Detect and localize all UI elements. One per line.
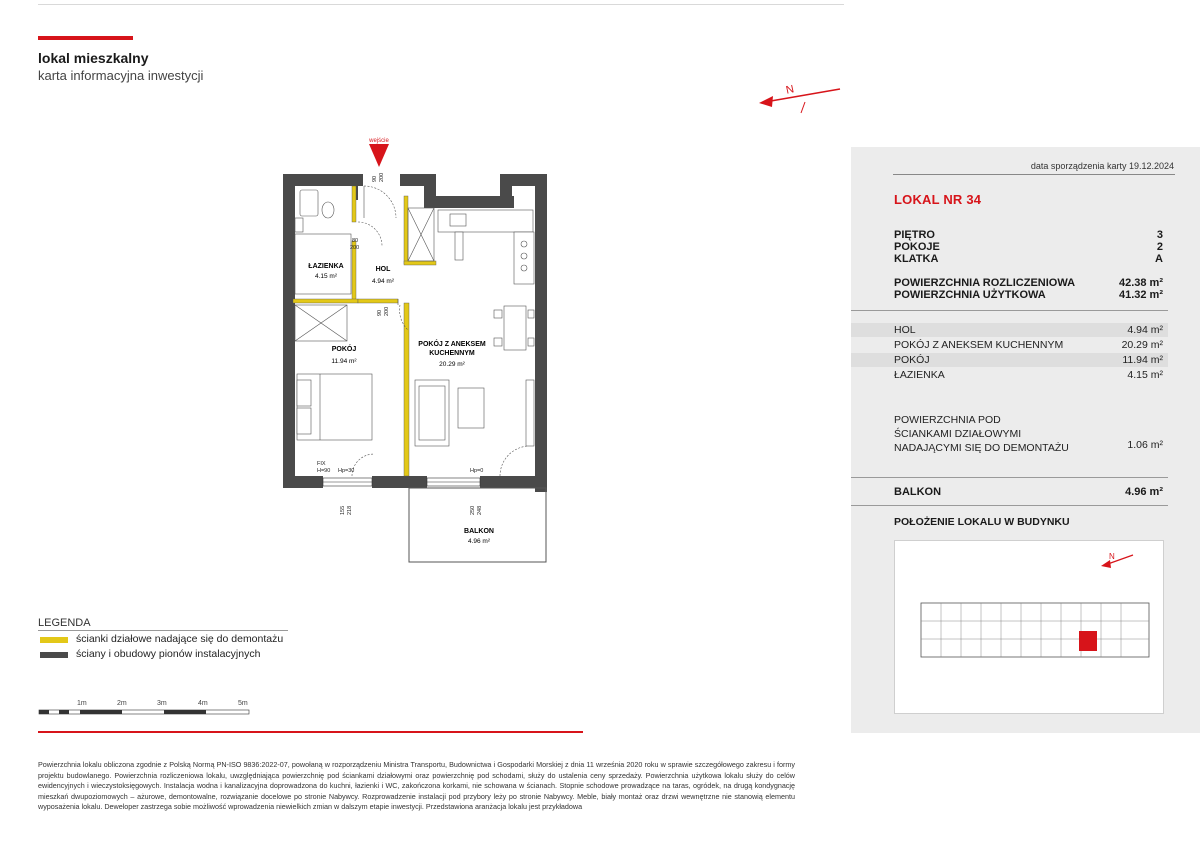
dim-window-right-sill: Hp=0 (470, 468, 484, 474)
room-row-label: POKÓJ Z ANEKSEM KUCHENNYM (894, 339, 1064, 351)
legend-item: ścianki działowe nadające się do demontażu (76, 633, 284, 645)
legend-title: LEGENDA (38, 617, 91, 629)
north-arrow-icon (755, 80, 845, 120)
legend-item: ściany i obudowy pionów instalacyjnych (76, 648, 261, 660)
dim-bath-door: 80 (352, 238, 359, 244)
dim-entry-door: 90 (372, 175, 378, 182)
room-label-balkon: BALKON (464, 528, 494, 535)
row-pow-rozl (894, 277, 1163, 289)
svg-text:218: 218 (347, 505, 353, 515)
demontaz-line: POWIERZCHNIA POD (894, 414, 1001, 426)
location-title: POŁOŻENIE LOKALU W BUDYNKU (894, 516, 1070, 528)
footnote: Powierzchnia lokalu obliczona zgodnie z Polską Normą PN-ISO 9836:2022-07, powołaną w rozporządzeniu Ministra Transportu, Budownictwa i Gospodarki Morskiej z dnia 11 września 2020 roku w sprawie szczegółowego zakresu i formy projektu budowlanego. Powierzchnia rozliczeniowa lokalu, uwzględniająca powierzchnię pod ściankami działowymi oraz powierzchnię pod schodami, służy do ustalenia ceny sprzedaży. Powierzchnia użytkowa lokalu służy do celów ewidencyjnych i wieczystoksięgowych. Instalacja wodna i kanalizacyjna doprowadzona do kuchni, łazienki i WC, zakończona korkami, nie schowana w ścianach. Stopnie schodowe prowadzące na taras, ogródek, na drugą kondygnację mieszkań dwupoziomowych – ażurowe, demontowalne, rozwiązanie docelowe po stronie Nabywcy. Rozprowadzenie instalacji pod przybory leży po stronie Nabywcy. Meble, biały montaż oraz drzwi wewnętrzne nie stanowią elementu wyposażenia lokalu. Deweloper zastrzega sobie możliwość wprowadzenia niewielkich zmian w dalszym etapie inwestycji. Przedstawiona aranżacja lokalu jest przykładowa (38, 760, 795, 812)
room-row-value: 20.29 m² (1121, 339, 1163, 351)
klatka-value: A (1155, 253, 1163, 265)
pow-uzyt-value: 41.32 m² (1118, 289, 1163, 301)
scale-label: 3m (157, 700, 167, 707)
row-pokoje (894, 241, 1163, 253)
building-location-map (894, 540, 1164, 714)
balkon-value: 4.96 m² (1125, 486, 1163, 498)
pow-rozl-value: 42.38 m² (1118, 277, 1163, 289)
svg-text:200: 200 (350, 245, 360, 251)
room-row (894, 339, 1163, 351)
dim-balcony-right: 250 (470, 505, 476, 515)
north-arrow-icon (1101, 560, 1111, 568)
room-row (894, 324, 1163, 336)
pow-rozl-label: POWIERZCHNIA ROZLICZENIOWA (894, 277, 1076, 289)
brand-bar (38, 36, 133, 40)
date-rule (893, 174, 1175, 175)
scale-label: 2m (117, 700, 127, 707)
room-label-pokoj-aneks-1: POKÓJ Z ANEKSEM (418, 341, 486, 348)
legend-swatch-dark (40, 652, 68, 658)
demontaz-label (894, 413, 1069, 455)
room-area-hol: 4.94 m² (371, 278, 395, 285)
scale-label: 1m (77, 700, 87, 707)
row-pietro (894, 229, 1163, 241)
lokal-number: LOKAL NR 34 (894, 192, 982, 207)
room-label-pokoj: POKÓJ (331, 346, 357, 353)
pietro-value: 3 (1156, 229, 1163, 241)
klatka-label: KLATKA (894, 253, 939, 265)
room-area-pokoj: 11.94 m² (331, 358, 357, 365)
demontaz-line: ŚCIANKAMI DZIAŁOWYMI (894, 428, 1022, 440)
unit-location-marker (1079, 631, 1097, 651)
row-balkon (894, 486, 1163, 498)
bottom-red-rule (38, 731, 583, 733)
dim-window-left: FIX (317, 461, 326, 467)
room-row-label: POKÓJ (894, 354, 930, 366)
entrance-label: wejście (369, 138, 389, 144)
room-area-lazienka: 4.15 m² (314, 273, 338, 280)
room-row-label: HOL (894, 324, 916, 336)
panel-divider (851, 310, 1168, 311)
row-pow-uzyt (894, 289, 1163, 301)
room-row (894, 354, 1163, 366)
svg-text:H=90: H=90 (317, 468, 331, 474)
pietro-label: PIĘTRO (894, 229, 935, 241)
room-row (894, 369, 1163, 381)
demontaz-value: 1.06 m² (1127, 439, 1163, 451)
room-row-value: 11.94 m² (1122, 354, 1163, 366)
pokoje-label: POKOJE (894, 241, 940, 253)
svg-text:200: 200 (384, 306, 390, 316)
balkon-label: BALKON (894, 486, 942, 498)
document-subtitle: karta informacyjna inwestycji (38, 68, 204, 83)
room-label-hol: HOL (375, 266, 391, 273)
panel-divider (851, 477, 1168, 478)
panel-divider (851, 505, 1168, 506)
date-label: data sporządzenia karty 19.12.2024 (1030, 161, 1174, 171)
svg-text:248: 248 (477, 505, 483, 515)
room-row-label: ŁAZIENKA (894, 369, 945, 381)
scale-bar (38, 708, 253, 718)
room-label-pokoj-aneks-2: KUCHENNYM (429, 350, 475, 357)
scale-label: 4m (198, 700, 208, 707)
north-label: N (1109, 552, 1115, 561)
north-label: N (784, 83, 796, 97)
legend-rule (38, 630, 288, 631)
document-title: lokal mieszkalny (38, 50, 149, 66)
legend-swatch-yellow (40, 637, 68, 643)
room-row-value: 4.15 m² (1127, 369, 1163, 381)
pow-uzyt-label: POWIERZCHNIA UŻYTKOWA (894, 289, 1046, 301)
room-row-value: 4.94 m² (1127, 324, 1163, 336)
scale-label: 5m (238, 700, 248, 707)
entrance-arrow-icon (369, 144, 389, 167)
pokoje-value: 2 (1156, 241, 1163, 253)
room-area-pokoj-aneks: 20.29 m² (439, 361, 465, 368)
svg-text:200: 200 (379, 172, 385, 182)
room-area-balkon: 4.96 m² (467, 538, 491, 545)
top-rule (38, 4, 844, 5)
room-label-lazienka: ŁAZIENKA (308, 263, 344, 270)
dim-room-door: 90 (377, 309, 383, 316)
demontaz-line: NADAJĄCYMI SIĘ DO DEMONTAŻU (894, 442, 1069, 454)
row-klatka (894, 253, 1163, 265)
floor-plan (280, 130, 560, 570)
dim-window-left-sill: Hp=30 (338, 468, 355, 474)
dim-balcony-left: 155 (340, 505, 346, 515)
